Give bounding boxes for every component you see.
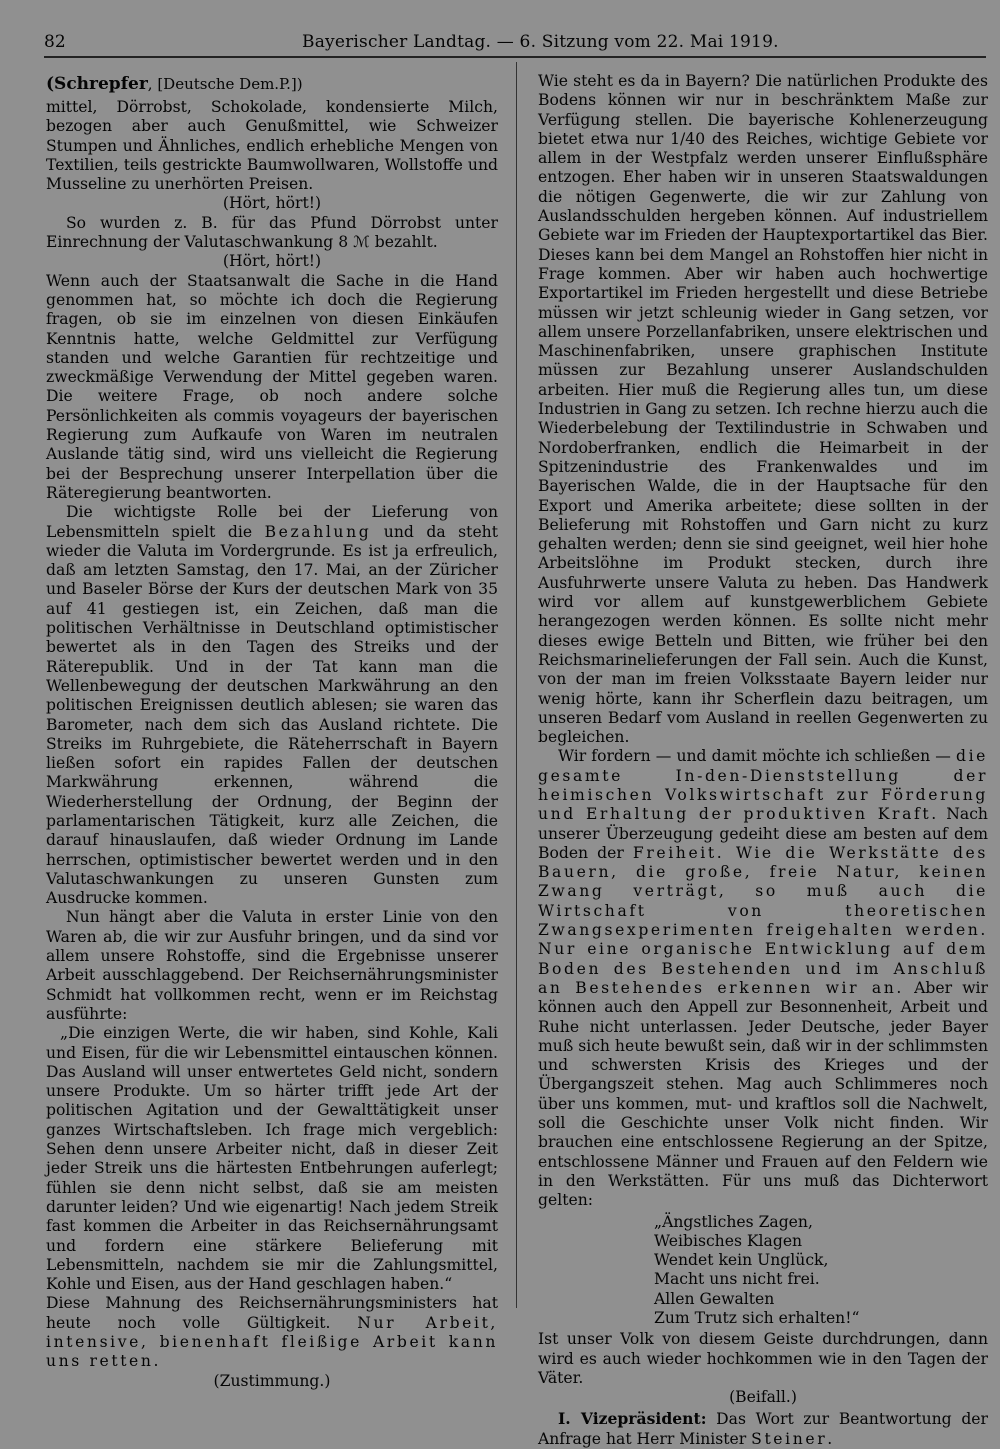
interjection: (Hört, hört!) — [222, 194, 322, 213]
running-title: Bayerischer Landtag. — 6. Sitzung vom 22. Mai 1919. — [302, 32, 779, 52]
paragraph — [538, 1409, 988, 1449]
poem-line: Zum Trutz sich erhalten!“ — [654, 1309, 860, 1327]
poem-line: Wendet kein Unglück, — [654, 1251, 829, 1270]
right-column — [538, 72, 988, 1449]
emphasis-text: Freiheit. — [632, 843, 725, 862]
paragraph — [46, 503, 498, 908]
speaker-affiliation: , [Deutsche Dem.P.]) — [147, 75, 303, 93]
interjection: (Zustimmung.) — [213, 1371, 331, 1390]
block-quote: „Die einzigen Werte, die wir haben, sind Kohle, Kali und Eisen, für die wir Lebensmittel eintauschen können. Das Ausland will unser entwertetes Geld nicht, sondern unsere Produkte. Um so härter trifft jede Art der politischen Agitation und der Gewalttätigkeit unser ganzes Wirtschaftsleben. Ich frage mich vergeblich: Sehen denn unsere Arbeiter nicht, daß in dieser Zeit jeder Streik uns die härtesten Entbehrungen auferlegt; fühlen sie denn nicht selbst, daß sie am meisten darunter leiden? Und wie eigenartig! Nach jedem Streik fast kommen die Arbeiter in das Reichsernährungsamt und fordern eine stärkere Belieferung mit Lebensmitteln, nachdem sie mir die Zahlungsmittel, Kohle und Eisen, aus der Hand geschlagen haben.“ — [46, 1024, 498, 1294]
text-run: Diese Mahnung des Reichsernährungsministers hat heute noch volle Gültigkeit. — [46, 1294, 498, 1332]
text-run: . — [827, 1429, 833, 1448]
text-run: Wir fordern — und damit möchte ich schließen — — [558, 747, 956, 766]
page-number: 82 — [44, 32, 66, 52]
paragraph: Wenn auch der Staatsanwalt die Sache in die Hand genommen hat, so möchte ich doch die Regierung fragen, ob sie im einzelnen von diesen Einkäufen Kenntnis hatte, welche Geldmittel zur Verfügung standen und welche Garantien für rechtzeitige und zweckmäßige Verwendung der Mittel gegeben waren. Die weitere Frage, ob noch andere solche Persönlichkeiten als commis voyageurs der bayerischen Regierung zum Aufkaufe von Waren im neutralen Auslande tätig sind, wird uns vielleicht die Regierung bei der Besprechung unserer Interpellation über die Räteregierung beantworten. — [46, 271, 498, 502]
emphasis-text: Bezahlung — [264, 522, 372, 541]
text-run: Aber wir können auch den Appell zur Besonnenheit, Arbeit und Ruhe nicht unterlassen. Jeder Deutsche, jeder Bayer muß sich heute bewußt sein, daß wir in der schlimmsten und schwersten Krisis des Krieges und der Übergangszeit stehen. Mag auch Schlimmeres noch über uns kommen, mut- und kraftlos soll die Nachwelt, soll die Geschichte unser Volk nicht finden. Wir brauchen eine entschlossene Regierung an der Spitze, entschlossene Männer und Frauen auf den Feldern wie in den Werkstätten. Für uns muß das Dichterwort gelten: — [538, 978, 988, 1210]
poem-block — [654, 1213, 988, 1329]
paragraph: Wie steht es da in Bayern? Die natürlichen Produkte des Bodens können wir nur in beschränktem Maße zur Verfügung stellen. Die bayerische Kohlenerzeugung bietet etwa nur 1/40 des Reiches, wichtige Gebiete vor allem in der Westpfalz werden unserer Einflußsphäre entzogen. Eher haben wir in unseren Staatswaldungen die nötigen Gegenwerte, die wir zur Zahlung von Auslandsschulden hergeben können. Auf industriellem Gebiete war im Frieden der Hauptexportartikel das Bier. Dieses kann bei dem Mangel an Rohstoffen hier nicht in Frage kommen. Aber wir haben auch hochwertige Exportartikel im Frieden hergestellt und diese Betriebe müssen wir jetzt schleunig wieder in Gang setzen, vor allem unsere Porzellanfabriken, unsere elektrischen und Maschinenfabriken, unsere graphischen Institute müssen zur Bezahlung unserer Auslandschulden arbeiten. Hier muß die Regierung alles tun, um diese Industrien in Gang zu setzen. Ich rechne hierzu auch die Wiederbelebung der Textilindustrie in Schwaben und Nordoberfranken, endlich die Heimarbeit in der Spitzenindustrie des Frankenwaldes und im Bayerischen Walde, die in der Hauptsache für den Export und Amerika arbeitete; diese sollten in der Belieferung mit Rohstoffen und Garn nicht zu kurz gehalten werden; denn sie sind geeignet, weil hier hohe Arbeitslöhne im Produkt stecken, durch ihre Ausfuhrwerte unsere Valuta zu heben. Das Handwerk wird vor allem auf kunstgewerblichem Gebiete herangezogen werden können. Es sollte nicht mehr dieses ewige Betteln und Bitten, wie früher bei den Reichsmarinelieferungen der Fall sein. Auch die Kunst, von der man im freien Volksstaate Bayern leider nur wenig hörte, kann ihr Scherflein dazu beitragen, um unseren Bedarf vom Ausland in reellen Gegenwerten zu begleichen. — [538, 72, 988, 747]
header-rule — [44, 56, 986, 58]
text-run: Die wichtigste Rolle bei der Lieferung von Lebensmitteln spielt die — [46, 503, 498, 541]
poem-line: Macht uns nicht frei. — [654, 1270, 820, 1289]
emphasis-text: Wie die Werkstätte des Bauern, die große, freie Natur, keinen Zwang verträgt, so muß auch die Wirtschaft von theoretischen Zwangsexperimenten freigehalten werden. — [538, 843, 988, 940]
paragraph: Ist unser Volk von diesem Geiste durchdrungen, dann wird es auch wieder hochkommen wie in den Tagen der Väter. — [538, 1330, 988, 1387]
paragraph — [46, 1294, 498, 1371]
text-run: Das Wort zur Beantwortung der Anfrage hat Herr Minister — [538, 1410, 988, 1448]
emphasis-text: Nur Arbeit, intensive, bienenhaft fleißige Arbeit kann uns retten. — [46, 1313, 498, 1371]
emphasis-text: Steiner — [751, 1429, 828, 1448]
paragraph — [538, 747, 988, 1210]
left-column — [46, 72, 498, 1391]
interjection: (Beifall.) — [729, 1388, 797, 1407]
poem-line: Weibisches Klagen — [654, 1231, 803, 1250]
column-divider — [516, 62, 517, 1308]
emphasis-text: die gesamte In-den-Dienststellung der heimischen Volkswirtschaft zur Förderung und Erhaltung der produktiven Kraft. — [538, 747, 988, 824]
poem-line: „Ängstliches Zagen, — [654, 1212, 813, 1231]
speaker-line — [46, 72, 498, 96]
paragraph: So wurden z. B. für das Pfund Dörrobst unter Einrechnung der Valutaschwankung 8 ℳ bezahlt. — [46, 213, 498, 252]
poem-line: Allen Gewalten — [654, 1289, 775, 1308]
paragraph: Nun hängt aber die Valuta in erster Linie von den Waren ab, die wir zur Ausfuhr bringen, und da sind vor allem unsere Rohstoffe, sind die Ergebnisse unserer Arbeit ausschlaggebend. Der Reichsernährungsminister Schmidt hat vollkommen recht, wenn er im Reichstag ausführte: — [46, 908, 498, 1023]
text-run: und da steht wieder die Valuta im Vordergrunde. Es ist ja erfreulich, daß am letzten Samstag, den 17. Mai, an der Züricher und Baseler Börse der Kurs der deutschen Mark von 35 auf 41 gestiegen ist, ein Zeichen, daß man die politischen Verhältnisse in Deutschland optimistischer bewertet als in den Tagen des Streiks und der Räterepublik. Und in der Tat kann man die Wellenbewegung der deutschen Markwährung an den politischen Ereignissen deutlich ablesen; sie waren das Barometer, nach dem sich das Ausland richtete. Die Streiks im Ruhrgebiete, die Räteherrschaft in Bayern ließen sofort ein rapides Fallen der deutschen Markwährung erkennen, während die Wiederherstellung der Ordnung, der Beginn der parlamentarischen Tätigkeit, kurz alle Zeichen, die darauf hinauslaufen, daß wieder Ordnung im Lande herrschen, optimistischer bewertet werden und in den Valutaschwankungen zu unseren Gunsten zum Ausdrucke kommen. — [46, 522, 498, 908]
text-run: Nach unserer Überzeugung gedeiht diese am besten auf dem Boden der — [538, 805, 988, 862]
speaker-name: I. Vizepräsident: — [558, 1409, 707, 1429]
interjection: (Hört, hört!) — [222, 252, 322, 271]
page-header — [44, 30, 984, 54]
paragraph: mittel, Dörrobst, Schokolade, kondensierte Milch, bezogen aber auch Genußmittel, wie Schweizer Stumpen und Ähnliches, endlich erhebliche Mengen von Textilien, teils gestrickte Baumwollwaren, Wollstoffe und Musseline zu unerhörten Preisen. — [46, 98, 498, 194]
emphasis-text: Nur eine organische Entwicklung auf dem Boden des Bestehenden und im Anschluß an Bestehendes erkennen wir an. — [538, 940, 988, 997]
speaker-name: (Schrepfer — [46, 74, 148, 94]
